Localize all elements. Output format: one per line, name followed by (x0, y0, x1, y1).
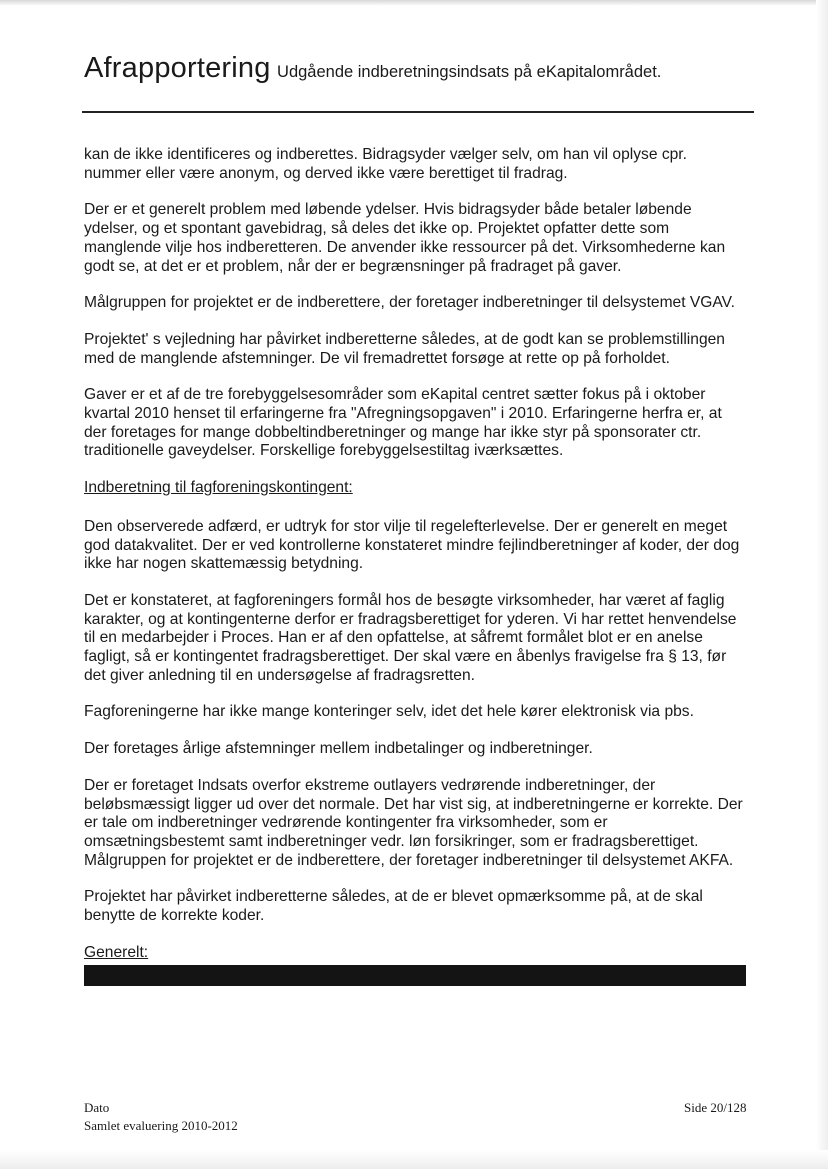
footer-date-label: Dato (84, 1100, 110, 1115)
paragraph-outliers: Der er foretaget Indsats overfor ekstreme outlayers vedrørende indberetninger, der beløbsmæssigt ligger ud over det normale. Det har vist sig, at indberetningerne er korrekte. Der er tale om indberetninger vedrørende kontingenter fra virksomheder, som er omsætningsbestemt samt indberetninger vedr. løn forsikringer, som er fradragsberettiget. Målgruppen for projektet er de indberettere, der foretager indberetninger til delsystemet AKFA. (84, 776, 743, 869)
paragraph-union-purpose: Det er konstateret, at fagforeningers formål hos de besøgte virksomheder, har været af faglig karakter, og at kontingenterne derfor er fradragsberettiget for yderen. Vi har rettet henvendelse til en medarbejder i Proces. Han er af den opfattelse, at såfremt formålet blot er en anelse fagligt, så er kontingentet fradragsberettiget. Der skal være en åbenlys fravigelse fra § 13, før det giver anledning til en undersøgelse af fradragsretten. (84, 591, 737, 684)
footer-left (84, 1099, 238, 1135)
document-body (84, 146, 748, 986)
redaction-bar (84, 965, 746, 986)
page-header (84, 52, 754, 85)
paragraph-cpr-anonymity: kan de ikke identificeres og indberettes. Bidragsyder vælger selv, om han vil oplyse cpr. nummer eller være anonym, og derved ikke være berettiget til fradrag. (84, 146, 687, 182)
paragraph-union-electronic: Fagforeningerne har ikke mange konteringer selv, idet det hele kører elektronisk via pbs. (84, 703, 694, 721)
paragraph-correct-codes: Projektet har påvirket indberetterne således, at de er blevet opmærksomme på, at de skal benytte de korrekte koder. (84, 888, 703, 925)
scan-edge-right (816, 0, 828, 1169)
paragraph-gifts-prevention: Gaver er et af de tre forebyggelsesområder som eKapital centret sætter fokus på i oktober kvartal 2010 henset til erfaringerne fra "Afregningsopgaven" i 2010. Erfaringerne herfra er, at der foretages for mange dobbeltindberetninger og mange har ikke styr på sponsorater ctr. traditionelle gaveydelser. Forskellige forebyggelsestiltag iværksættes. (84, 386, 722, 460)
footer-page-number: Side 20/128 (684, 1100, 747, 1115)
scan-edge-top (0, 0, 828, 6)
paragraph-guidance-effect: Projektet' s vejledning har påvirket indberetterne således, at de godt kan se problemstillingen med de manglende afstemninger. De vil fremadrettet forsøge at rette op på forholdet. (84, 330, 725, 367)
header-subtitle: Udgående indberetningsindsats på eKapitalområdet. (277, 63, 662, 81)
header-title: Afrapportering (84, 52, 271, 84)
footer-document-title: Samlet evaluering 2010-2012 (84, 1118, 238, 1133)
paragraph-target-group-vgav: Målgruppen for projektet er de indberettere, der foretager indberetninger til delsystemet VGAV. (84, 294, 735, 312)
section-heading-fagforening: Indberetning til fagforeningskontingent: (84, 479, 353, 497)
paragraph-annual-reconciliation: Der foretages årlige afstemninger mellem indbetalinger og indberetninger. (84, 740, 593, 758)
scan-edge-bottom (0, 1150, 828, 1169)
paragraph-observed-behavior: Den observerede adfærd, er udtryk for stor vilje til regelefterlevelse. Der er generelt en meget god datakvalitet. Der er ved kontrollerne konstateret mindre fejlindberetninger af koder, der dog ikke har nogen skattemæssig betydning. (84, 517, 740, 573)
paragraph-running-payments: Der er et generelt problem med løbende ydelser. Hvis bidragsyder både betaler løbende ydelser, og et spontant gavebidrag, så deles det ikke op. Projektet opfatter dette som manglende vilje hos indberetteren. De anvender ikke ressourcer på det. Virksomhederne kan godt se, at det er et problem, når der er begrænsninger på fradraget på gaver. (84, 201, 726, 275)
header-divider (82, 111, 754, 113)
section-heading-generelt: Generelt: (84, 943, 149, 961)
